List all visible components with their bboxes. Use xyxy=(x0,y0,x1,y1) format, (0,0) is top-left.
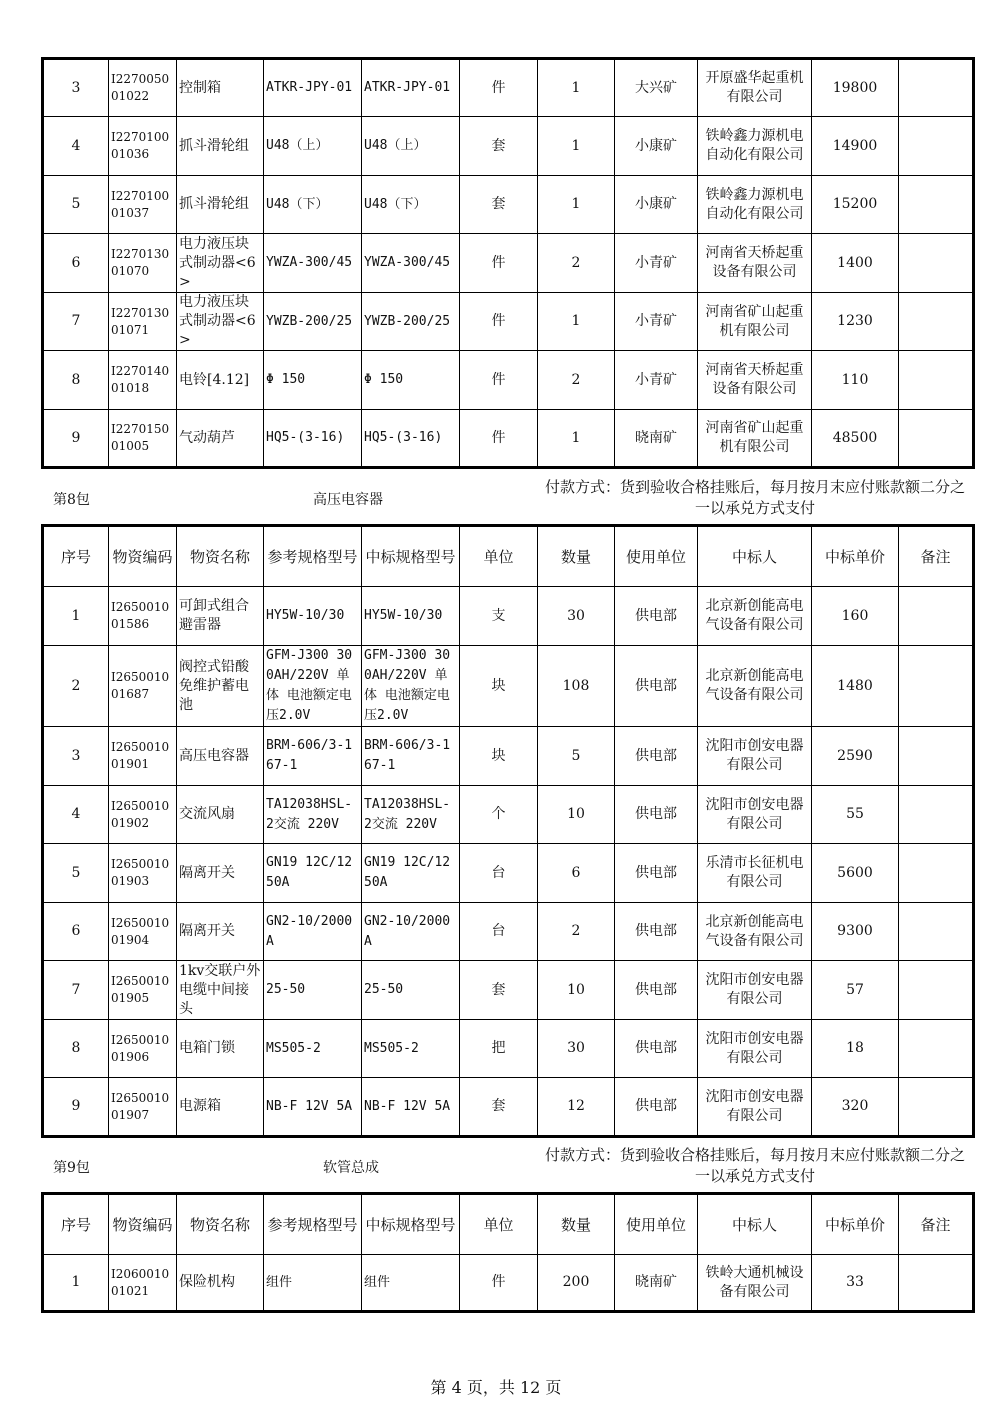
cell-user: 供电部 xyxy=(615,961,698,1020)
cell-qty: 2 xyxy=(538,903,615,961)
cell-qty: 1 xyxy=(538,293,615,351)
cell-price: 1480 xyxy=(812,646,899,727)
cell-price: 2590 xyxy=(812,727,899,786)
cell-winner: 北京新创能高电气设备有限公司 xyxy=(698,903,812,961)
cell-seq: 3 xyxy=(43,59,109,117)
cell-price: 110 xyxy=(812,351,899,410)
cell-bid: HQ5-(3-16) xyxy=(362,410,460,468)
package9-payment: 付款方式：货到验收合格挂账后，每月按月末应付账款额二分之一以承兑方式支付 xyxy=(544,1146,965,1185)
cell-note xyxy=(899,961,974,1020)
cell-unit: 套 xyxy=(460,176,538,234)
cell-note xyxy=(899,646,974,727)
cell-bid: NB-F 12V 5A xyxy=(362,1078,460,1137)
table-row xyxy=(43,59,974,117)
cell-bid: YWZA-300/45 xyxy=(362,234,460,293)
cell-code: I227013001070 xyxy=(109,234,177,293)
cell-price: 1400 xyxy=(812,234,899,293)
cell-unit: 套 xyxy=(460,961,538,1020)
table-row xyxy=(43,351,974,410)
cell-code: I227010001036 xyxy=(109,117,177,176)
cell-qty: 1 xyxy=(538,117,615,176)
cell-user: 供电部 xyxy=(615,844,698,903)
cell-user: 小康矿 xyxy=(615,117,698,176)
top-table xyxy=(41,57,975,469)
cell-qty: 30 xyxy=(538,1020,615,1078)
header-qty: 数量 xyxy=(538,1194,615,1255)
cell-ref: HY5W-10/30 xyxy=(264,587,362,646)
cell-ref: YWZA-300/45 xyxy=(264,234,362,293)
cell-bid: GN2-10/2000A xyxy=(362,903,460,961)
cell-note xyxy=(899,1078,974,1137)
cell-note xyxy=(899,293,974,351)
cell-user: 供电部 xyxy=(615,587,698,646)
cell-unit: 台 xyxy=(460,844,538,903)
header-ref: 参考规格型号 xyxy=(264,1194,362,1255)
cell-ref: TA12038HSL-2交流 220V xyxy=(264,786,362,844)
cell-seq: 6 xyxy=(43,234,109,293)
header-bid: 中标规格型号 xyxy=(362,1194,460,1255)
cell-note xyxy=(899,176,974,234)
page-footer: 第 4 页，共 12 页 xyxy=(430,1378,562,1397)
cell-qty: 30 xyxy=(538,587,615,646)
cell-winner: 乐清市长征机电有限公司 xyxy=(698,844,812,903)
table-row xyxy=(43,1078,974,1137)
cell-note xyxy=(899,59,974,117)
header-row xyxy=(43,1194,974,1255)
cell-unit: 件 xyxy=(460,351,538,410)
cell-note xyxy=(899,786,974,844)
cell-code: I227005001022 xyxy=(109,59,177,117)
cell-code: I227014001018 xyxy=(109,351,177,410)
cell-price: 320 xyxy=(812,1078,899,1137)
cell-user: 晓南矿 xyxy=(615,410,698,468)
cell-name: 隔离开关 xyxy=(177,844,264,903)
header-bid: 中标规格型号 xyxy=(362,526,460,587)
cell-code: I265001001904 xyxy=(109,903,177,961)
cell-qty: 1 xyxy=(538,176,615,234)
cell-price: 18 xyxy=(812,1020,899,1078)
cell-name: 电力液压块式制动器<6> xyxy=(177,234,264,293)
cell-unit: 件 xyxy=(460,59,538,117)
cell-seq: 1 xyxy=(43,1255,109,1312)
header-price: 中标单价 xyxy=(812,526,899,587)
cell-code: I265001001586 xyxy=(109,587,177,646)
cell-name: 可卸式组合避雷器 xyxy=(177,587,264,646)
cell-winner: 开原盛华起重机有限公司 xyxy=(698,59,812,117)
header-row xyxy=(43,526,974,587)
header-price: 中标单价 xyxy=(812,1194,899,1255)
table-row xyxy=(43,117,974,176)
cell-winner: 铁岭鑫力源机电自动化有限公司 xyxy=(698,117,812,176)
cell-user: 晓南矿 xyxy=(615,1255,698,1312)
cell-qty: 12 xyxy=(538,1078,615,1137)
cell-code: I227013001071 xyxy=(109,293,177,351)
table-row xyxy=(43,903,974,961)
cell-qty: 1 xyxy=(538,410,615,468)
table-row xyxy=(43,587,974,646)
table-row xyxy=(43,646,974,727)
cell-bid: 25-50 xyxy=(362,961,460,1020)
cell-name: 阀控式铅酸免维护蓄电池 xyxy=(177,646,264,727)
cell-ref: 组件 xyxy=(264,1255,362,1312)
cell-note xyxy=(899,1020,974,1078)
header-note: 备注 xyxy=(899,1194,974,1255)
cell-ref: MS505-2 xyxy=(264,1020,362,1078)
table-row xyxy=(43,176,974,234)
cell-unit: 套 xyxy=(460,1078,538,1137)
cell-bid: 组件 xyxy=(362,1255,460,1312)
cell-code: I265001001905 xyxy=(109,961,177,1020)
cell-winner: 河南省天桥起重设备有限公司 xyxy=(698,351,812,410)
cell-name: 高压电容器 xyxy=(177,727,264,786)
cell-qty: 200 xyxy=(538,1255,615,1312)
cell-price: 33 xyxy=(812,1255,899,1312)
cell-price: 57 xyxy=(812,961,899,1020)
cell-price: 19800 xyxy=(812,59,899,117)
cell-name: 抓斗滑轮组 xyxy=(177,176,264,234)
header-unit: 单位 xyxy=(460,526,538,587)
cell-bid: MS505-2 xyxy=(362,1020,460,1078)
cell-price: 48500 xyxy=(812,410,899,468)
table-row xyxy=(43,727,974,786)
cell-ref: Φ 150 xyxy=(264,351,362,410)
cell-note xyxy=(899,234,974,293)
cell-user: 小青矿 xyxy=(615,351,698,410)
table-row xyxy=(43,786,974,844)
cell-unit: 件 xyxy=(460,234,538,293)
cell-note xyxy=(899,903,974,961)
cell-price: 55 xyxy=(812,786,899,844)
header-name: 物资名称 xyxy=(177,526,264,587)
cell-note xyxy=(899,727,974,786)
header-code: 物资编码 xyxy=(109,526,177,587)
table-row xyxy=(43,410,974,468)
table-row xyxy=(43,234,974,293)
cell-user: 大兴矿 xyxy=(615,59,698,117)
cell-note xyxy=(899,587,974,646)
cell-name: 隔离开关 xyxy=(177,903,264,961)
cell-ref: YWZB-200/25 xyxy=(264,293,362,351)
cell-ref: GN2-10/2000A xyxy=(264,903,362,961)
cell-unit: 套 xyxy=(460,117,538,176)
package9-label: 第9包 xyxy=(53,1160,90,1176)
header-qty: 数量 xyxy=(538,526,615,587)
cell-bid: TA12038HSL-2交流 220V xyxy=(362,786,460,844)
cell-bid: GN19 12C/1250A xyxy=(362,844,460,903)
cell-name: 电力液压块式制动器<6> xyxy=(177,293,264,351)
cell-unit: 块 xyxy=(460,646,538,727)
cell-user: 供电部 xyxy=(615,1078,698,1137)
cell-price: 1230 xyxy=(812,293,899,351)
cell-ref: 25-50 xyxy=(264,961,362,1020)
cell-seq: 8 xyxy=(43,351,109,410)
cell-seq: 9 xyxy=(43,1078,109,1137)
cell-ref: HQ5-(3-16) xyxy=(264,410,362,468)
cell-code: I206001001021 xyxy=(109,1255,177,1312)
cell-seq: 8 xyxy=(43,1020,109,1078)
cell-name: 交流风扇 xyxy=(177,786,264,844)
cell-ref: ATKR-JPY-01 xyxy=(264,59,362,117)
header-note: 备注 xyxy=(899,526,974,587)
header-code: 物资编码 xyxy=(109,1194,177,1255)
cell-bid: ATKR-JPY-01 xyxy=(362,59,460,117)
cell-qty: 10 xyxy=(538,961,615,1020)
cell-winner: 沈阳市创安电器有限公司 xyxy=(698,1078,812,1137)
cell-name: 保险机构 xyxy=(177,1255,264,1312)
cell-qty: 5 xyxy=(538,727,615,786)
cell-ref: NB-F 12V 5A xyxy=(264,1078,362,1137)
cell-bid: YWZB-200/25 xyxy=(362,293,460,351)
cell-winner: 河南省矿山起重机有限公司 xyxy=(698,410,812,468)
cell-ref: GFM-J300 300AH/220V 单体 电池额定电压2.0V xyxy=(264,646,362,727)
table-row xyxy=(43,961,974,1020)
cell-unit: 块 xyxy=(460,727,538,786)
cell-winner: 北京新创能高电气设备有限公司 xyxy=(698,646,812,727)
cell-unit: 个 xyxy=(460,786,538,844)
cell-seq: 5 xyxy=(43,176,109,234)
cell-unit: 件 xyxy=(460,1255,538,1312)
cell-bid: HY5W-10/30 xyxy=(362,587,460,646)
cell-bid: BRM-606/3-167-1 xyxy=(362,727,460,786)
cell-code: I265001001903 xyxy=(109,844,177,903)
cell-user: 供电部 xyxy=(615,903,698,961)
package9-title: 软管总成 xyxy=(323,1160,379,1176)
cell-note xyxy=(899,844,974,903)
cell-winner: 铁岭大通机械设备有限公司 xyxy=(698,1255,812,1312)
cell-user: 供电部 xyxy=(615,646,698,727)
cell-name: 电源箱 xyxy=(177,1078,264,1137)
cell-name: 气动葫芦 xyxy=(177,410,264,468)
cell-note xyxy=(899,351,974,410)
cell-seq: 1 xyxy=(43,587,109,646)
cell-note xyxy=(899,1255,974,1312)
cell-ref: GN19 12C/1250A xyxy=(264,844,362,903)
cell-name: 1kv交联户外电缆中间接头 xyxy=(177,961,264,1020)
cell-winner: 沈阳市创安电器有限公司 xyxy=(698,1020,812,1078)
cell-seq: 3 xyxy=(43,727,109,786)
cell-qty: 2 xyxy=(538,351,615,410)
cell-code: I227015001005 xyxy=(109,410,177,468)
cell-seq: 4 xyxy=(43,786,109,844)
cell-note xyxy=(899,410,974,468)
cell-price: 14900 xyxy=(812,117,899,176)
cell-price: 5600 xyxy=(812,844,899,903)
cell-unit: 把 xyxy=(460,1020,538,1078)
cell-winner: 沈阳市创安电器有限公司 xyxy=(698,727,812,786)
cell-seq: 5 xyxy=(43,844,109,903)
header-winner: 中标人 xyxy=(698,526,812,587)
cell-name: 电铃[4.12] xyxy=(177,351,264,410)
header-seq: 序号 xyxy=(43,1194,109,1255)
cell-winner: 铁岭鑫力源机电自动化有限公司 xyxy=(698,176,812,234)
cell-bid: GFM-J300 300AH/220V 单体 电池额定电压2.0V xyxy=(362,646,460,727)
cell-unit: 台 xyxy=(460,903,538,961)
cell-ref: U48（下） xyxy=(264,176,362,234)
cell-price: 15200 xyxy=(812,176,899,234)
table-row xyxy=(43,293,974,351)
cell-code: I265001001902 xyxy=(109,786,177,844)
cell-name: 抓斗滑轮组 xyxy=(177,117,264,176)
cell-unit: 件 xyxy=(460,410,538,468)
cell-code: I265001001687 xyxy=(109,646,177,727)
package8-title: 高压电容器 xyxy=(313,492,383,508)
cell-name: 控制箱 xyxy=(177,59,264,117)
cell-seq: 4 xyxy=(43,117,109,176)
cell-note xyxy=(899,117,974,176)
package8-table xyxy=(41,524,975,1138)
cell-seq: 2 xyxy=(43,646,109,727)
header-ref: 参考规格型号 xyxy=(264,526,362,587)
table-row xyxy=(43,844,974,903)
cell-code: I265001001901 xyxy=(109,727,177,786)
table-row xyxy=(43,1255,974,1312)
cell-qty: 10 xyxy=(538,786,615,844)
table-row xyxy=(43,1020,974,1078)
cell-winner: 沈阳市创安电器有限公司 xyxy=(698,786,812,844)
header-user: 使用单位 xyxy=(615,526,698,587)
header-seq: 序号 xyxy=(43,526,109,587)
cell-code: I265001001907 xyxy=(109,1078,177,1137)
cell-unit: 支 xyxy=(460,587,538,646)
header-user: 使用单位 xyxy=(615,1194,698,1255)
cell-user: 小康矿 xyxy=(615,176,698,234)
cell-ref: U48（上） xyxy=(264,117,362,176)
cell-winner: 北京新创能高电气设备有限公司 xyxy=(698,587,812,646)
cell-user: 小青矿 xyxy=(615,234,698,293)
cell-seq: 7 xyxy=(43,293,109,351)
cell-unit: 件 xyxy=(460,293,538,351)
cell-code: I265001001906 xyxy=(109,1020,177,1078)
cell-qty: 108 xyxy=(538,646,615,727)
cell-name: 电箱门锁 xyxy=(177,1020,264,1078)
cell-qty: 2 xyxy=(538,234,615,293)
cell-winner: 沈阳市创安电器有限公司 xyxy=(698,961,812,1020)
cell-user: 供电部 xyxy=(615,727,698,786)
package8-payment: 付款方式：货到验收合格挂账后，每月按月末应付账款额二分之一以承兑方式支付 xyxy=(544,478,965,517)
cell-qty: 1 xyxy=(538,59,615,117)
package8-label: 第8包 xyxy=(53,492,90,508)
cell-price: 160 xyxy=(812,587,899,646)
cell-qty: 6 xyxy=(538,844,615,903)
cell-seq: 9 xyxy=(43,410,109,468)
cell-price: 9300 xyxy=(812,903,899,961)
header-winner: 中标人 xyxy=(698,1194,812,1255)
cell-seq: 7 xyxy=(43,961,109,1020)
header-unit: 单位 xyxy=(460,1194,538,1255)
cell-bid: U48（上） xyxy=(362,117,460,176)
cell-winner: 河南省矿山起重机有限公司 xyxy=(698,293,812,351)
cell-user: 供电部 xyxy=(615,786,698,844)
package9-table xyxy=(41,1192,975,1313)
header-name: 物资名称 xyxy=(177,1194,264,1255)
cell-user: 小青矿 xyxy=(615,293,698,351)
cell-code: I227010001037 xyxy=(109,176,177,234)
cell-bid: Φ 150 xyxy=(362,351,460,410)
cell-seq: 6 xyxy=(43,903,109,961)
cell-user: 供电部 xyxy=(615,1020,698,1078)
cell-bid: U48（下） xyxy=(362,176,460,234)
cell-winner: 河南省天桥起重设备有限公司 xyxy=(698,234,812,293)
cell-ref: BRM-606/3-167-1 xyxy=(264,727,362,786)
